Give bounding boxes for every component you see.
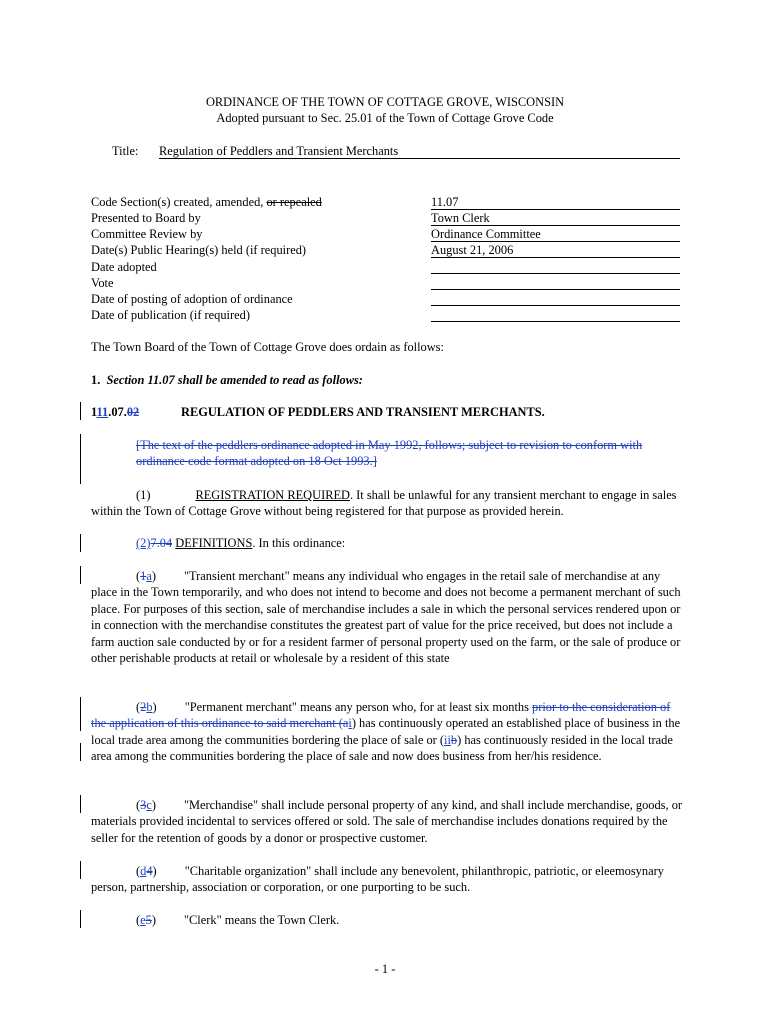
regulation-title: REGULATION OF PEDDLERS AND TRANSIENT MERCHANTS. (181, 405, 545, 419)
change-bar (80, 434, 81, 484)
document-title: ORDINANCE OF THE TOWN OF COTTAGE GROVE, WISCONSIN (205, 95, 565, 109)
definition-charitable-organization: (d4) "Charitable organization" shall include any benevolent, philanthropic, patriotic, or eleemosynary person, partnership, association or corporation, or one purporting to be such. (91, 864, 664, 895)
field-value-date-posting (431, 290, 680, 306)
paragraph-registration: (1) REGISTRATION REQUIRED. It shall be unlawful for any transient merchant to engage in sales within the Town of Cottage Grove without being registered for that purpose as provided herein. (91, 488, 677, 519)
change-bar (80, 861, 81, 879)
section-heading: 1. Section 11.07 shall be amended to read as follows: (91, 373, 363, 387)
field-label-presented-by: Presented to Board by (91, 211, 201, 225)
struck-or-repealed: or repealed (266, 195, 322, 209)
field-value-date-publication (431, 306, 680, 322)
field-value-presented-by: Town Clerk (431, 210, 680, 226)
change-bar (80, 402, 81, 420)
document-subtitle: Adopted pursuant to Sec. 25.01 of the Town of Cottage Grove Code (216, 111, 554, 125)
change-bar (80, 566, 81, 584)
definition-permanent-merchant: (2b) "Permanent merchant" means any person who, for at least six months prior to the consideration of the application of this ordinance to said merchant (ai) has continuously operated an established place of business in the local trade area among the communities bordering the place of sale or (iib) has continuously resided in the local trade area among the communities bordering the place of sale and now does business from her/his residence. (91, 700, 681, 764)
struck-note: [The text of the peddlers ordinance adopted in May 1992, follows; subject to revision to conform with ordinance code format adopted on 18 Oct 1993.] (136, 438, 643, 469)
field-value-vote (431, 274, 680, 290)
title-underline (159, 158, 680, 159)
definition-transient-merchant: (1a) "Transient merchant" means any individual who engages in the retail sale of merchandise at any place in the Town temporarily, and who does not intend to become and does not become a permanent merchant of such place. For purposes of this section, sale of merchandise includes a sale in which the personal services rendered upon or in connection with the merchandise constitutes the greatest part of value for the price received, but does not include a farm auction sale conducted by or for a resident farmer of personal property used on the farm, or the sale of produce or other perishable products at retail or wholesale by a resident of this state (91, 569, 681, 666)
field-label-date-adopted: Date adopted (91, 260, 157, 274)
paragraph-definitions: (2)7.04 DEFINITIONS. In this ordinance: (136, 536, 346, 550)
change-bar (80, 534, 81, 552)
field-label-code-sections: Code Section(s) created, amended, or repealed (91, 195, 322, 209)
field-label-date-posting: Date of posting of adoption of ordinance (91, 292, 293, 306)
regulation-number: 111.07.02 (91, 405, 140, 419)
field-label-public-hearing: Date(s) Public Hearing(s) held (if required) (91, 243, 307, 257)
change-bar (80, 697, 81, 731)
change-bar (80, 795, 81, 813)
definition-merchandise: (3c) "Merchandise" shall include personal property of any kind, and shall include merchandise, goods, or materials provided incidental to services offered or sold. The sale of merchandise includes donations required by the seller for the retention of goods by a donor or prospective customer. (91, 798, 683, 845)
field-label-date-publication: Date of publication (if required) (91, 308, 250, 322)
field-value-committee-review: Ordinance Committee (431, 226, 680, 242)
change-bar (80, 743, 81, 761)
intro-text: The Town Board of the Town of Cottage Grove does ordain as follows: (91, 340, 444, 354)
field-label-committee-review: Committee Review by (91, 227, 203, 241)
field-value-public-hearing: August 21, 2006 (431, 242, 680, 258)
change-bar (80, 910, 81, 928)
title-value: Regulation of Peddlers and Transient Merchants (159, 144, 399, 158)
field-value-date-adopted (431, 258, 680, 274)
page-number: - 1 - (374, 962, 396, 976)
field-value-code-sections: 11.07 (431, 194, 680, 210)
field-label-vote: Vote (91, 276, 114, 290)
definition-clerk: (e5) "Clerk" means the Town Clerk. (136, 913, 340, 927)
title-label: Title: (112, 144, 139, 158)
